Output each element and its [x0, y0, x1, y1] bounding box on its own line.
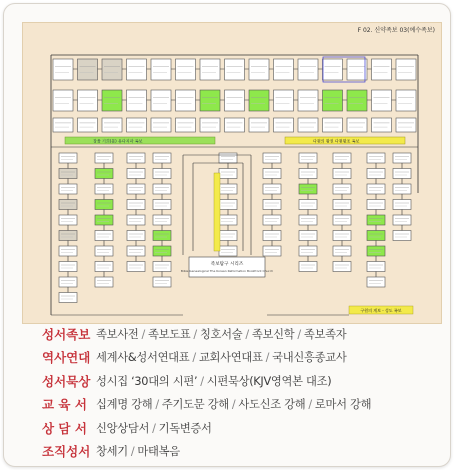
- genealogy-node: [333, 184, 351, 194]
- genealogy-node: [127, 59, 147, 80]
- genealogy-node: [299, 184, 317, 194]
- genealogy-node: [333, 153, 351, 163]
- genealogy-node: [249, 90, 269, 111]
- menu-separator: /: [245, 327, 249, 341]
- genealogy-node: [127, 215, 145, 225]
- genealogy-node: [299, 215, 317, 225]
- genealogy-node: [396, 90, 416, 111]
- genealogy-node: [393, 184, 411, 194]
- genealogy-node: [263, 231, 281, 241]
- genealogy-node: [95, 246, 113, 256]
- menu-separator: /: [308, 398, 312, 412]
- menu-row: [42, 416, 442, 440]
- genealogy-node: [225, 118, 245, 132]
- genealogy-node: [367, 246, 385, 256]
- menu-row: [42, 369, 442, 393]
- genealogy-node: [393, 169, 411, 179]
- genealogy-node: [298, 59, 318, 80]
- menu-item-link[interactable]: 신앙상담서: [96, 421, 150, 435]
- genealogy-node: [263, 153, 281, 163]
- genealogy-node: [53, 118, 73, 132]
- genealogy-node: [151, 90, 171, 111]
- genealogy-node: [263, 200, 281, 210]
- genealogy-node: [151, 59, 171, 80]
- genealogy-node: [347, 59, 367, 80]
- genealogy-node: [323, 59, 343, 80]
- genealogy-node: [127, 262, 145, 272]
- menu-separator: /: [200, 374, 204, 388]
- menu-item-list: [96, 420, 212, 436]
- genealogy-node: [153, 169, 171, 179]
- genealogy-node: [153, 246, 171, 256]
- genealogy-node: [95, 231, 113, 241]
- genealogy-node: [225, 90, 245, 111]
- band-left-label: 창율 기희(몸) 유다지파 족보: [93, 138, 143, 144]
- genealogy-node: [59, 231, 77, 241]
- genealogy-node: [176, 118, 196, 132]
- menu-item-link[interactable]: 세계사&성서연대표: [96, 351, 190, 365]
- menu-item-link[interactable]: 마태복음: [137, 445, 180, 459]
- genealogy-node: [53, 59, 73, 80]
- menu-category-label[interactable]: 교 육 서: [42, 397, 87, 413]
- menu-item-link[interactable]: 족보족자: [303, 327, 347, 341]
- genealogy-node: [127, 231, 145, 241]
- genealogy-node: [219, 246, 237, 256]
- genealogy-node: [151, 118, 171, 132]
- genealogy-node: [333, 246, 351, 256]
- genealogy-node: [219, 169, 237, 179]
- menu-separator: /: [193, 327, 197, 341]
- menu-item-link[interactable]: 국내신흥종교사: [272, 351, 347, 365]
- genealogy-node: [200, 90, 220, 111]
- genealogy-node: [59, 215, 77, 225]
- menu-item-link[interactable]: 기독변증서: [158, 421, 212, 435]
- menu-separator: /: [155, 398, 159, 412]
- chart-title: F 02. 신약족보 03(예수족보): [357, 27, 435, 34]
- genealogy-node: [299, 246, 317, 256]
- genealogy-node: [393, 231, 411, 241]
- menu-row: [42, 322, 442, 346]
- genealogy-node: [95, 277, 113, 287]
- genealogy-node: [347, 90, 367, 111]
- genealogy-node: [249, 118, 269, 132]
- genealogy-node: [153, 231, 171, 241]
- genealogy-node: [127, 184, 145, 194]
- menu-row: [42, 346, 442, 370]
- genealogy-node: [274, 59, 294, 80]
- menu-item-link[interactable]: 교회사연대표: [198, 351, 263, 365]
- genealogy-node: [372, 90, 392, 111]
- menu-separator: /: [192, 351, 196, 365]
- genealogy-node: [153, 153, 171, 163]
- genealogy-node: [299, 153, 317, 163]
- genealogy-node: [274, 118, 294, 132]
- menu-item-link[interactable]: 사도신조 강해: [238, 398, 306, 412]
- genealogy-node: [59, 153, 77, 163]
- bottom-band-label: 구원의 계보 - 성도 족보: [360, 308, 402, 313]
- menu-item-list: [96, 396, 371, 412]
- genealogy-node: [153, 200, 171, 210]
- menu-item-link[interactable]: 십계명 강해: [96, 398, 153, 412]
- genealogy-node: [127, 200, 145, 210]
- genealogy-node: [78, 90, 98, 111]
- genealogy-node: [176, 90, 196, 111]
- genealogy-node: [298, 118, 318, 132]
- genealogy-node: [323, 118, 343, 132]
- genealogy-node: [372, 59, 392, 80]
- genealogy-node: [367, 184, 385, 194]
- menu-item-link[interactable]: 시편묵상(KJV영역본 대조): [206, 374, 332, 388]
- genealogy-node: [367, 169, 385, 179]
- menu-category-label[interactable]: 성서묵상: [42, 373, 91, 389]
- menu-category-label[interactable]: 역사연대: [42, 350, 91, 366]
- menu-separator: /: [141, 327, 145, 341]
- genealogy-node: [219, 153, 237, 163]
- genealogy-node: [127, 90, 147, 111]
- genealogy-node: [59, 293, 77, 303]
- genealogy-node: [95, 200, 113, 210]
- genealogy-node: [367, 200, 385, 210]
- genealogy-node: [102, 90, 122, 111]
- genealogy-node: [59, 200, 77, 210]
- genealogy-node: [102, 59, 122, 80]
- genealogy-node: [396, 59, 416, 80]
- genealogy-node: [59, 262, 77, 272]
- menu-item-list: [96, 443, 180, 459]
- genealogy-node: [249, 59, 269, 80]
- menu-row: [42, 440, 442, 464]
- genealogy-node: [95, 169, 113, 179]
- genealogy-node: [78, 59, 98, 80]
- content-frame: [3, 3, 451, 467]
- menu-item-link[interactable]: 주기도문 강해: [161, 398, 229, 412]
- genealogy-node: [127, 118, 147, 132]
- genealogy-node: [263, 215, 281, 225]
- menu-category-label[interactable]: 성서족보: [42, 326, 91, 342]
- genealogy-node: [219, 231, 237, 241]
- genealogy-node: [393, 153, 411, 163]
- center-box-title: 족보탐구 시리즈: [210, 262, 244, 267]
- genealogy-node: [333, 231, 351, 241]
- genealogy-node: [127, 153, 145, 163]
- genealogy-node: [367, 231, 385, 241]
- genealogy-node: [219, 184, 237, 194]
- genealogy-node: [298, 90, 318, 111]
- genealogy-diagram: [23, 23, 441, 323]
- menu-item-link[interactable]: 창세기: [96, 445, 128, 459]
- genealogy-node: [333, 169, 351, 179]
- genealogy-node: [153, 262, 171, 272]
- genealogy-node: [367, 153, 385, 163]
- genealogy-node: [200, 118, 220, 132]
- genealogy-node: [372, 118, 392, 132]
- genealogy-chart: [22, 22, 442, 324]
- genealogy-node: [333, 215, 351, 225]
- category-menu: [42, 322, 442, 463]
- genealogy-node: [95, 215, 113, 225]
- genealogy-node: [299, 200, 317, 210]
- genealogy-node: [127, 169, 145, 179]
- genealogy-node: [274, 90, 294, 111]
- genealogy-node: [95, 153, 113, 163]
- genealogy-node: [200, 59, 220, 80]
- menu-item-link[interactable]: 로마서 강해: [314, 398, 372, 412]
- genealogy-node: [127, 246, 145, 256]
- band-right-label: 다윗의 왕권 다윗왕조 족보: [313, 138, 360, 144]
- menu-item-link[interactable]: 족보신학: [251, 327, 295, 341]
- menu-item-link[interactable]: 성시집 ‘30대의 시편’: [96, 374, 198, 388]
- center-yellow-bar: [214, 173, 220, 251]
- menu-item-list: [96, 349, 346, 365]
- genealogy-node: [333, 200, 351, 210]
- genealogy-node: [396, 118, 416, 132]
- genealogy-node: [53, 90, 73, 111]
- genealogy-node: [323, 90, 343, 111]
- genealogy-node: [333, 262, 351, 272]
- menu-item-list: [96, 326, 346, 342]
- menu-row: [42, 393, 442, 417]
- genealogy-node: [367, 277, 385, 287]
- genealogy-node: [59, 246, 77, 256]
- genealogy-node: [78, 118, 98, 132]
- menu-item-link[interactable]: 족보도표: [147, 327, 191, 341]
- genealogy-node: [59, 277, 77, 287]
- menu-item-link[interactable]: 족보사전: [96, 327, 139, 341]
- genealogy-node: [59, 184, 77, 194]
- menu-separator: /: [297, 327, 301, 341]
- center-info-box: [189, 257, 265, 277]
- genealogy-node: [367, 215, 385, 225]
- genealogy-node: [153, 277, 171, 287]
- menu-item-list: [96, 373, 331, 389]
- genealogy-node: [95, 184, 113, 194]
- genealogy-node: [299, 169, 317, 179]
- menu-category-label[interactable]: 조직성서: [42, 444, 91, 460]
- genealogy-node: [347, 118, 367, 132]
- genealogy-node: [263, 246, 281, 256]
- genealogy-node: [367, 262, 385, 272]
- genealogy-node: [263, 169, 281, 179]
- genealogy-node: [393, 200, 411, 210]
- genealogy-node: [225, 59, 245, 80]
- genealogy-node: [102, 118, 122, 132]
- menu-item-link[interactable]: 칭호서술: [199, 327, 243, 341]
- genealogy-node: [219, 200, 237, 210]
- menu-separator: /: [130, 445, 135, 459]
- genealogy-node: [393, 215, 411, 225]
- genealogy-node: [176, 59, 196, 80]
- menu-separator: /: [265, 351, 270, 365]
- genealogy-node: [95, 262, 113, 272]
- genealogy-node: [153, 184, 171, 194]
- center-box-subtitle: Bible Genealogical The Korean Reformation Bookfront Church: [180, 269, 274, 273]
- menu-separator: /: [231, 398, 236, 412]
- menu-separator: /: [152, 421, 156, 435]
- genealogy-node: [299, 262, 317, 272]
- genealogy-node: [219, 215, 237, 225]
- genealogy-node: [263, 184, 281, 194]
- genealogy-node: [299, 231, 317, 241]
- genealogy-node: [59, 169, 77, 179]
- genealogy-node: [153, 215, 171, 225]
- menu-category-label[interactable]: 상 담 서: [42, 420, 87, 436]
